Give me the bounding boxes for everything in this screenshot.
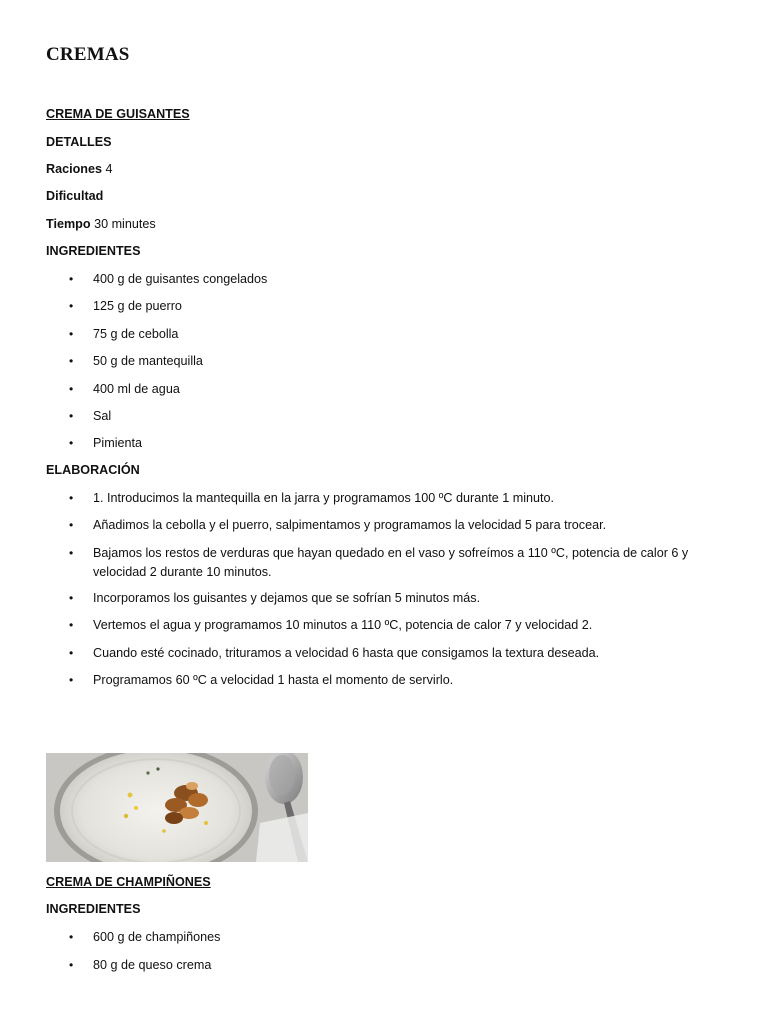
tiempo-label: Tiempo — [46, 217, 91, 231]
list-item: • 50 g de mantequilla — [46, 352, 716, 371]
list-item: • 400 ml de agua — [46, 380, 716, 399]
bullet-icon: • — [69, 491, 74, 505]
step-item: • 1. Introducimos la mantequilla en la jarra y programamos 100 ºC durante 1 minuto. — [46, 489, 716, 508]
list-item: • 600 g de champiñones — [46, 928, 716, 947]
details-heading: DETALLES — [46, 135, 112, 149]
list-item: • 80 g de queso crema — [46, 956, 716, 975]
bullet-icon: • — [69, 518, 74, 532]
tiempo-value: 30 minutes — [94, 217, 156, 231]
tiempo-line — [46, 216, 156, 232]
raciones-label: Raciones — [46, 162, 102, 176]
ingredients-heading: INGREDIENTES — [46, 902, 141, 916]
step-item: • Vertemos el agua y programamos 10 minutos a 110 ºC, potencia de calor 7 y velocidad 2. — [46, 616, 716, 635]
recipe-title: CREMA DE CHAMPIÑONES — [46, 875, 211, 889]
bullet-icon: • — [69, 327, 74, 341]
bullet-icon: • — [69, 436, 74, 450]
bullet-icon: • — [69, 930, 74, 944]
bullet-icon: • — [69, 546, 74, 560]
bullet-icon: • — [69, 382, 74, 396]
bullet-icon: • — [69, 591, 74, 605]
step-item: • Incorporamos los guisantes y dejamos que se sofrían 5 minutos más. — [46, 589, 716, 608]
raciones-value: 4 — [105, 162, 113, 176]
list-item: • Sal — [46, 407, 716, 426]
bullet-icon: • — [69, 958, 74, 972]
bullet-icon: • — [69, 673, 74, 687]
bullet-icon: • — [69, 618, 74, 632]
soup-photo — [46, 753, 308, 862]
ingredients-heading: INGREDIENTES — [46, 244, 141, 258]
bullet-icon: • — [69, 272, 74, 286]
step-item: • Bajamos los restos de verduras que hayan quedado en el vaso y sofreímos a 110 ºC, potencia de calor 6 y velocidad 2 durante 10 minutos. — [69, 546, 689, 579]
list-item: • 400 g de guisantes congelados — [46, 270, 716, 289]
raciones-line — [46, 161, 113, 177]
bullet-icon: • — [69, 354, 74, 368]
bullet-icon: • — [69, 646, 74, 660]
bullet-icon: • — [69, 299, 74, 313]
elaboration-heading: ELABORACIÓN — [46, 463, 140, 477]
list-item: • Pimienta — [46, 434, 716, 453]
step-item: • Programamos 60 ºC a velocidad 1 hasta el momento de servirlo. — [46, 671, 716, 690]
recipe-title: CREMA DE GUISANTES — [46, 107, 190, 121]
soup-bowl-image — [46, 753, 308, 862]
step-item: • Añadimos la cebolla y el puerro, salpimentamos y programamos la velocidad 5 para trocear. — [46, 516, 716, 535]
list-item: • 75 g de cebolla — [46, 325, 716, 344]
list-item: • 125 g de puerro — [46, 297, 716, 316]
bullet-icon: • — [69, 409, 74, 423]
page-title: CREMAS — [46, 44, 130, 65]
step-item: • Cuando esté cocinado, trituramos a velocidad 6 hasta que consigamos la textura deseada. — [46, 644, 716, 663]
dificultad-label: Dificultad — [46, 189, 104, 203]
